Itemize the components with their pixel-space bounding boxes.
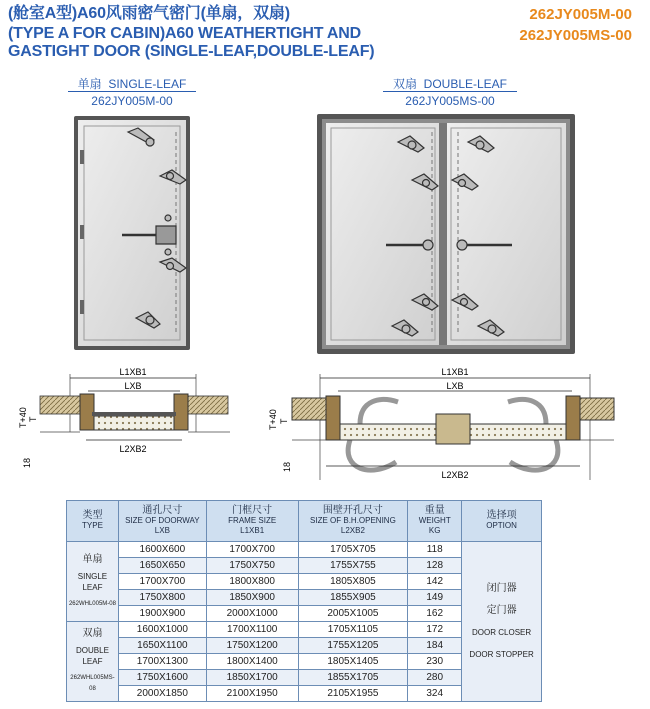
opening-cell: 1705X705: [298, 542, 408, 558]
type-cell: 单扇 SINGLE LEAF 262WHL005M-08: [67, 542, 119, 622]
opening-cell: 1855X905: [298, 590, 408, 606]
title-en-line2: GASTIGHT DOOR (SINGLE-LEAF,DOUBLE-LEAF): [8, 43, 375, 60]
doorway-cell: 1600X1000: [118, 622, 206, 638]
frame-cell: 1700X1100: [206, 622, 298, 638]
double-t40-label: T+40: [268, 409, 278, 430]
doorway-cell: 1600X600: [118, 542, 206, 558]
doorway-cell: 1700X700: [118, 574, 206, 590]
double-18-label: 18: [282, 461, 292, 472]
single-code: 262JY005M-00: [91, 94, 173, 108]
option-stopper-cn: 定门器: [486, 604, 517, 616]
spec-table: [66, 500, 542, 702]
frame-cell: 2100X1950: [206, 686, 298, 702]
doorway-cell: 1650X1100: [118, 638, 206, 654]
frame-cell: 1750X750: [206, 558, 298, 574]
single-caption-en: SINGLE-LEAF: [108, 77, 187, 91]
header-opening: 围壁开孔尺寸 SIZE OF B.H.OPENING L2XB2: [298, 501, 408, 542]
weight-cell: 162: [408, 606, 462, 622]
frame-cell: 1850X900: [206, 590, 298, 606]
weight-cell: 324: [408, 686, 462, 702]
double-caption-cn: 双扇: [392, 77, 417, 91]
weight-cell: 280: [408, 670, 462, 686]
single-t-label: T: [28, 416, 38, 422]
double-code: 262JY005MS-00: [405, 94, 495, 108]
table-header-row: [67, 501, 542, 542]
doorway-cell: 2000X1850: [118, 686, 206, 702]
code-single: 262JY005M-00: [529, 6, 632, 23]
header-option: 选择项 OPTION: [462, 501, 542, 542]
double-l2xb2-label: L2XB2: [441, 470, 469, 480]
single-l2xb2-label: L2XB2: [119, 444, 147, 454]
doorway-cell: 1750X800: [118, 590, 206, 606]
doorway-cell: 1900X900: [118, 606, 206, 622]
weight-cell: 172: [408, 622, 462, 638]
frame-cell: 1750X1200: [206, 638, 298, 654]
frame-cell: 2000X1000: [206, 606, 298, 622]
opening-cell: 1705X1105: [298, 622, 408, 638]
title-cn: (舱室A型)A60风雨密气密门(单扇，双扇): [8, 5, 290, 22]
weight-cell: 149: [408, 590, 462, 606]
doorway-cell: 1700X1300: [118, 654, 206, 670]
table-row: [67, 542, 542, 558]
frame-cell: 1800X800: [206, 574, 298, 590]
single-lxb-label: LXB: [124, 381, 142, 391]
doorway-cell: 1650X650: [118, 558, 206, 574]
weight-cell: 184: [408, 638, 462, 654]
option-stopper-en: DOOR STOPPER: [469, 649, 534, 659]
frame-cell: 1700X700: [206, 542, 298, 558]
single-l1xb1-label: L1XB1: [119, 367, 147, 377]
opening-cell: 1805X805: [298, 574, 408, 590]
single-caption-cn: 单扇: [77, 77, 102, 91]
weight-cell: 118: [408, 542, 462, 558]
option-closer-cn: 闭门器: [486, 582, 517, 594]
double-caption-en: DOUBLE-LEAF: [423, 77, 508, 91]
double-lxb-label: LXB: [446, 381, 464, 391]
type-cell: 双扇 DOUBLE LEAF 262WHL005MS-08: [67, 622, 119, 702]
opening-cell: 1755X755: [298, 558, 408, 574]
option-closer-en: DOOR CLOSER: [472, 627, 532, 637]
weight-cell: 142: [408, 574, 462, 590]
opening-cell: 2105X1955: [298, 686, 408, 702]
header-type: 类型 TYPE: [67, 501, 119, 542]
single-door: [74, 116, 190, 350]
single-18-label: 18: [22, 457, 32, 468]
header-frame: 门框尺寸 FRAME SIZE L1XB1: [206, 501, 298, 542]
single-t40-label: T+40: [18, 407, 28, 428]
opening-cell: 1855X1705: [298, 670, 408, 686]
header-weight: 重量 WEIGHT KG: [408, 501, 462, 542]
header-doorway: 通孔尺寸 SIZE OF DOORWAY LXB: [118, 501, 206, 542]
weight-cell: 230: [408, 654, 462, 670]
code-double: 262JY005MS-00: [519, 27, 632, 44]
opening-cell: 1755X1205: [298, 638, 408, 654]
frame-cell: 1850X1700: [206, 670, 298, 686]
weight-cell: 128: [408, 558, 462, 574]
double-l1xb1-label: L1XB1: [441, 367, 469, 377]
double-t-label: T: [279, 418, 289, 424]
frame-cell: 1800X1400: [206, 654, 298, 670]
option-cell: [462, 542, 542, 702]
title-en-line1: (TYPE A FOR CABIN)A60 WEATHERTIGHT AND: [8, 25, 361, 42]
double-door: [317, 114, 575, 354]
doorway-cell: 1750X1600: [118, 670, 206, 686]
opening-cell: 1805X1405: [298, 654, 408, 670]
opening-cell: 2005X1005: [298, 606, 408, 622]
